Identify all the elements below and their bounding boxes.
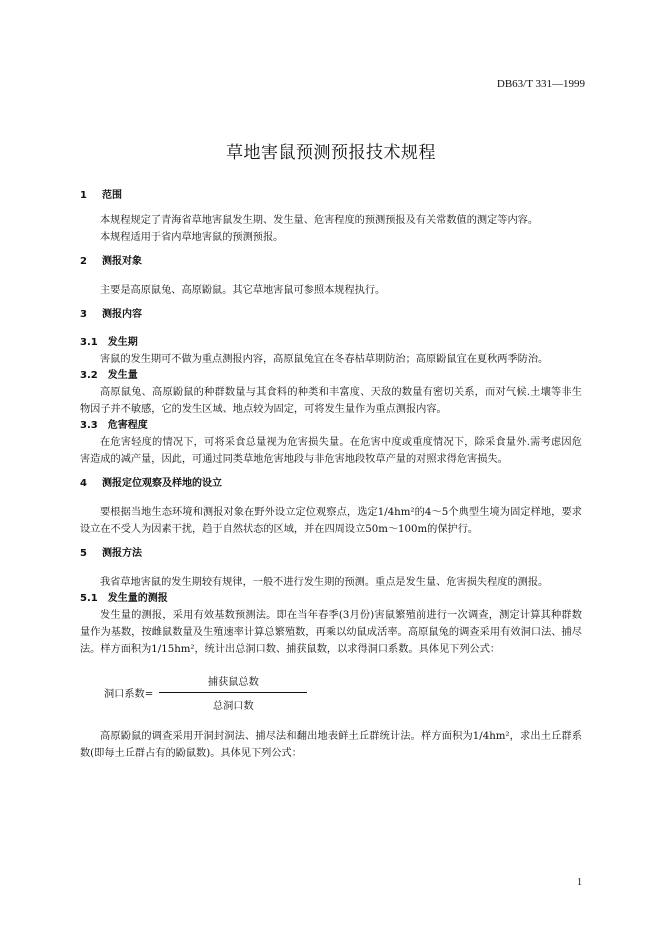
paragraph: 我省草地害鼠的发生期较有规律，一般不进行发生期的预测。重点是发生量、危害损失程度的测报。 <box>100 577 549 588</box>
subsection-title: 发生期 <box>107 337 138 348</box>
section-number: 3 <box>80 309 87 320</box>
formula-numerator: 捕获鼠总数 <box>159 673 307 693</box>
page-number: 1 <box>577 877 582 888</box>
subsection-heading-3-2 <box>80 368 582 384</box>
standard-code: DB63/T 331—1999 <box>496 78 585 90</box>
subsection-title: 危害程度 <box>107 420 148 431</box>
paragraph: 害鼠的发生期可不做为重点测报内容，高原鼠兔宜在冬春枯草期防治；高原鼢鼠宜在夏秋两季防治。 <box>100 354 549 365</box>
paragraph: 在危害轻度的情况下，可将采食总量视为危害损失量。在危害中度或重度情况下，除采食量外.需考虑因危害造成的减产量，因此，可通过同类草地危害地段与非危害地段牧草产量的对照求得危害损失。 <box>80 437 582 465</box>
subsection-number: 5.1 <box>80 593 98 604</box>
section-heading-5 <box>80 546 582 562</box>
section-number: 2 <box>80 256 87 267</box>
subsection-title: 发生量的测报 <box>107 593 168 604</box>
section-heading-4 <box>80 476 582 492</box>
section-number: 5 <box>80 548 87 559</box>
formula-fraction <box>159 673 307 712</box>
section-heading-3 <box>80 307 582 323</box>
document-title: 草地害鼠预测预报技术规程 <box>226 143 436 163</box>
subsection-heading-3-1 <box>80 335 582 351</box>
burrow-coefficient-formula <box>104 664 582 720</box>
formula-lhs: 洞口系数= <box>104 688 154 700</box>
document-body <box>80 188 582 762</box>
paragraph: 高原鼠兔、高原鼢鼠的种群数量与其食料的种类和丰富度、天敌的数量有密切关系，而对气候.土壤等非生物因子并不敏感，它的发生区域、地点较为固定，可将发生量作为重点测报内容。 <box>80 387 582 415</box>
section-number: 1 <box>80 190 87 201</box>
subsection-number: 3.2 <box>80 370 98 381</box>
subsection-heading-5-1 <box>80 591 582 607</box>
paragraph: 主要是高原鼠兔、高原鼢鼠。其它草地害鼠可参照本规程执行。 <box>100 285 386 296</box>
formula-denominator: 总洞口数 <box>212 700 254 712</box>
section-heading-1 <box>80 188 582 204</box>
subsection-heading-3-3 <box>80 418 582 434</box>
section-title: 测报内容 <box>102 309 142 320</box>
section-number: 4 <box>80 478 87 489</box>
paragraph: 发生量的测报，采用有效基数预测法。即在当年春季(3月份)害鼠繁殖前进行一次调查，测定计算其种群数量作为基数，按雌鼠数量及生殖速率计算总繁殖数，再乘以幼鼠成活率。高原鼠兔的调查采用有效洞口法、捕尽法。样方面积为1/15hm²，统计出总洞口数、捕获鼠数，以求得洞口系数。具体见下列公式： <box>80 610 582 655</box>
section-title: 测报定位观察及样地的设立 <box>102 478 222 489</box>
section-title: 测报对象 <box>102 256 142 267</box>
subsection-number: 3.1 <box>80 337 98 348</box>
paragraph: 本规程适用于省内草地害鼠的预测预报。 <box>100 232 284 243</box>
paragraph: 本规程规定了青海省草地害鼠发生期、发生量、危害程度的预测预报及有关常数值的测定等内容。 <box>100 215 539 226</box>
paragraph: 要根据当地生态环境和测报对象在野外设立定位观察点，选定1/4hm²的4～5个典型生境为固定样地，要求设立在不受人为因素干扰，趋于自然状态的区域，并在四周设立50m～100m的保护行。 <box>80 507 582 535</box>
paragraph: 高原鼢鼠的调查采用开洞封洞法、捕尽法和翻出地表鲜土丘群统计法。样方面积为1/4hm²，求出土丘群系数(即每土丘群占有的鼢鼠数)。具体见下列公式： <box>80 731 582 759</box>
section-title: 测报方法 <box>102 548 142 559</box>
subsection-title: 发生量 <box>107 370 138 381</box>
subsection-number: 3.3 <box>80 420 98 431</box>
section-title: 范围 <box>102 190 122 201</box>
section-heading-2 <box>80 254 582 270</box>
